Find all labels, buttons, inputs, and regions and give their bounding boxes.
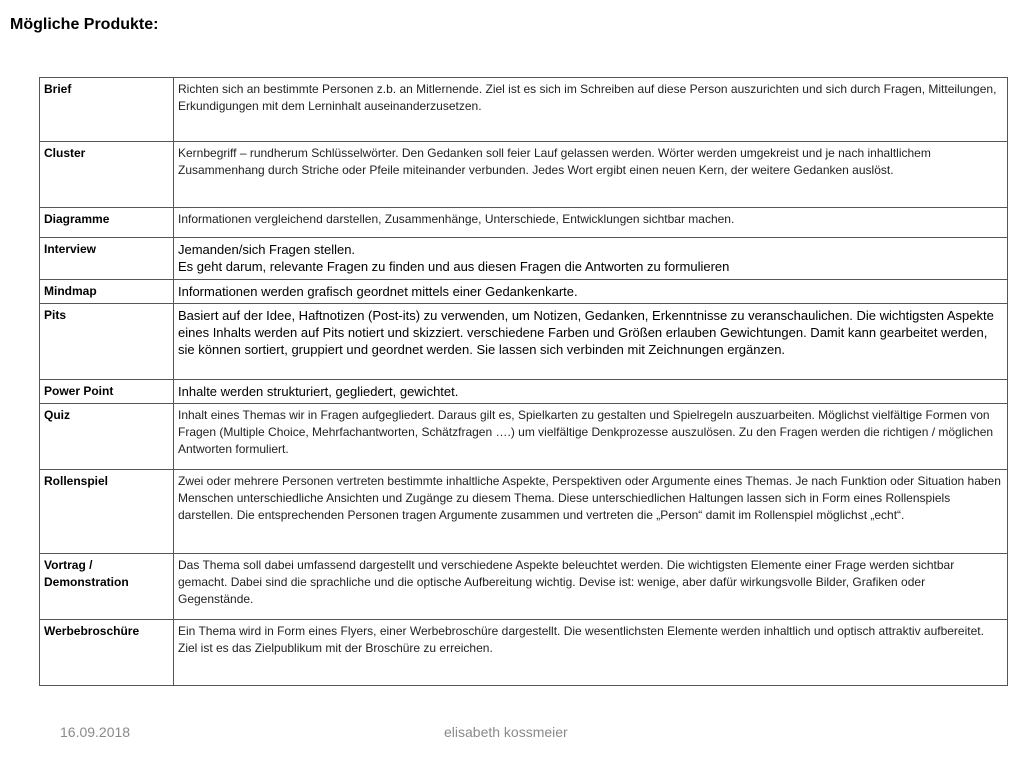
table-row [40, 304, 1008, 380]
term-cell: Rollenspiel [40, 470, 174, 554]
description-cell: Informationen vergleichend darstellen, Zusammenhänge, Unterschiede, Entwicklungen sichtbar machen. [174, 208, 1008, 238]
term-cell: Brief [40, 78, 174, 142]
term-cell: Mindmap [40, 280, 174, 304]
table-row [40, 208, 1008, 238]
products-table [39, 77, 1008, 686]
term-cell: Vortrag / Demonstration [40, 554, 174, 620]
term-cell: Cluster [40, 142, 174, 208]
term-cell: Quiz [40, 404, 174, 470]
table-row [40, 238, 1008, 280]
page-title: Mögliche Produkte: [10, 16, 159, 33]
term-cell: Power Point [40, 380, 174, 404]
table-row [40, 404, 1008, 470]
term-cell: Pits [40, 304, 174, 380]
description-cell: Informationen werden grafisch geordnet mittels einer Gedankenkarte. [174, 280, 1008, 304]
description-cell: Ein Thema wird in Form eines Flyers, einer Werbebroschüre dargestellt. Die wesentlichsten Elemente werden inhaltlich und optisch attraktiv aufbereitet. Ziel ist es das Zielpublikum mit der Broschüre zu erreichen. [174, 620, 1008, 686]
table-row [40, 78, 1008, 142]
description-line: Es geht darum, relevante Fragen zu finden und aus diesen Fragen die Antworten zu formulieren [178, 259, 730, 274]
table-row [40, 620, 1008, 686]
table-row [40, 280, 1008, 304]
footer-date: 16.09.2018 [60, 724, 131, 740]
description-cell: Das Thema soll dabei umfassend dargestellt und verschiedene Aspekte beleuchtet werden. Die wichtigsten Elemente einer Frage werden sichtbar gemacht. Dabei sind die sprachliche und die optische Aufbereitung wichtig. Devise ist: wenige, aber dafür wirkungsvolle Bilder, Grafiken oder Gegenstände. [174, 554, 1008, 620]
description-cell: Inhalte werden strukturiert, gegliedert, gewichtet. [174, 380, 1008, 404]
description-line: Jemanden/sich Fragen stellen. [178, 242, 356, 257]
table-row [40, 470, 1008, 554]
description-cell: Kernbegriff – rundherum Schlüsselwörter. Den Gedanken soll feier Lauf gelassen werden. Wörter werden umgekreist und je nach inhaltlichem Zusammenhang durch Striche oder Pfeile miteinander verbunden. Jedes Wort ergibt einen neuen Kern, der weitere Gedanken auslöst. [174, 142, 1008, 208]
description-cell: Basiert auf der Idee, Haftnotizen (Post-its) zu verwenden, um Notizen, Gedanken, Erkenntnisse zu veranschaulichen. Die wichtigsten Aspekte eines Inhalts werden auf Pits notiert und skizziert. verschiedene Farben und Größen erlauben Gewichtungen. Damit kann gearbeitet werden, sie können sortiert, gruppiert und geordnet werden. Sie lassen sich verbinden mit Zeichnungen ergänzen. [174, 304, 1008, 380]
table-row [40, 380, 1008, 404]
description-cell [174, 238, 1008, 280]
table-row [40, 142, 1008, 208]
term-cell: Interview [40, 238, 174, 280]
description-cell: Zwei oder mehrere Personen vertreten bestimmte inhaltliche Aspekte, Perspektiven oder Argumente eines Themas. Je nach Funktion oder Situation haben Menschen unterschiedliche Ansichten und Zugänge zu diesem Thema. Diese unterschiedlichen Haltungen lassen sich in Form eines Rollenspiels darstellen. Die entsprechenden Personen tragen Argumente zusammen und vertreten die „Person“ damit im Rollenspiel möglichst „echt“. [174, 470, 1008, 554]
term-cell: Werbebroschüre [40, 620, 174, 686]
term-cell: Diagramme [40, 208, 174, 238]
footer-author: elisabeth kossmeier [444, 724, 568, 740]
description-cell: Richten sich an bestimmte Personen z.b. an Mitlernende. Ziel ist es sich im Schreiben auf diese Person auszurichten und sich durch Fragen, Mitteilungen, Erkundigungen mit dem Lerninhalt auseinanderzusetzen. [174, 78, 1008, 142]
table-row [40, 554, 1008, 620]
description-cell: Inhalt eines Themas wir in Fragen aufgegliedert. Daraus gilt es, Spielkarten zu gestalten und Spielregeln auszuarbeiten. Möglichst vielfältige Formen von Fragen (Multiple Choice, Mehrfachantworten, Schätzfragen ….) um vielfältige Denkprozesse auszulösen. Zu den Fragen werden die richtigen / möglichen Antworten formuliert. [174, 404, 1008, 470]
